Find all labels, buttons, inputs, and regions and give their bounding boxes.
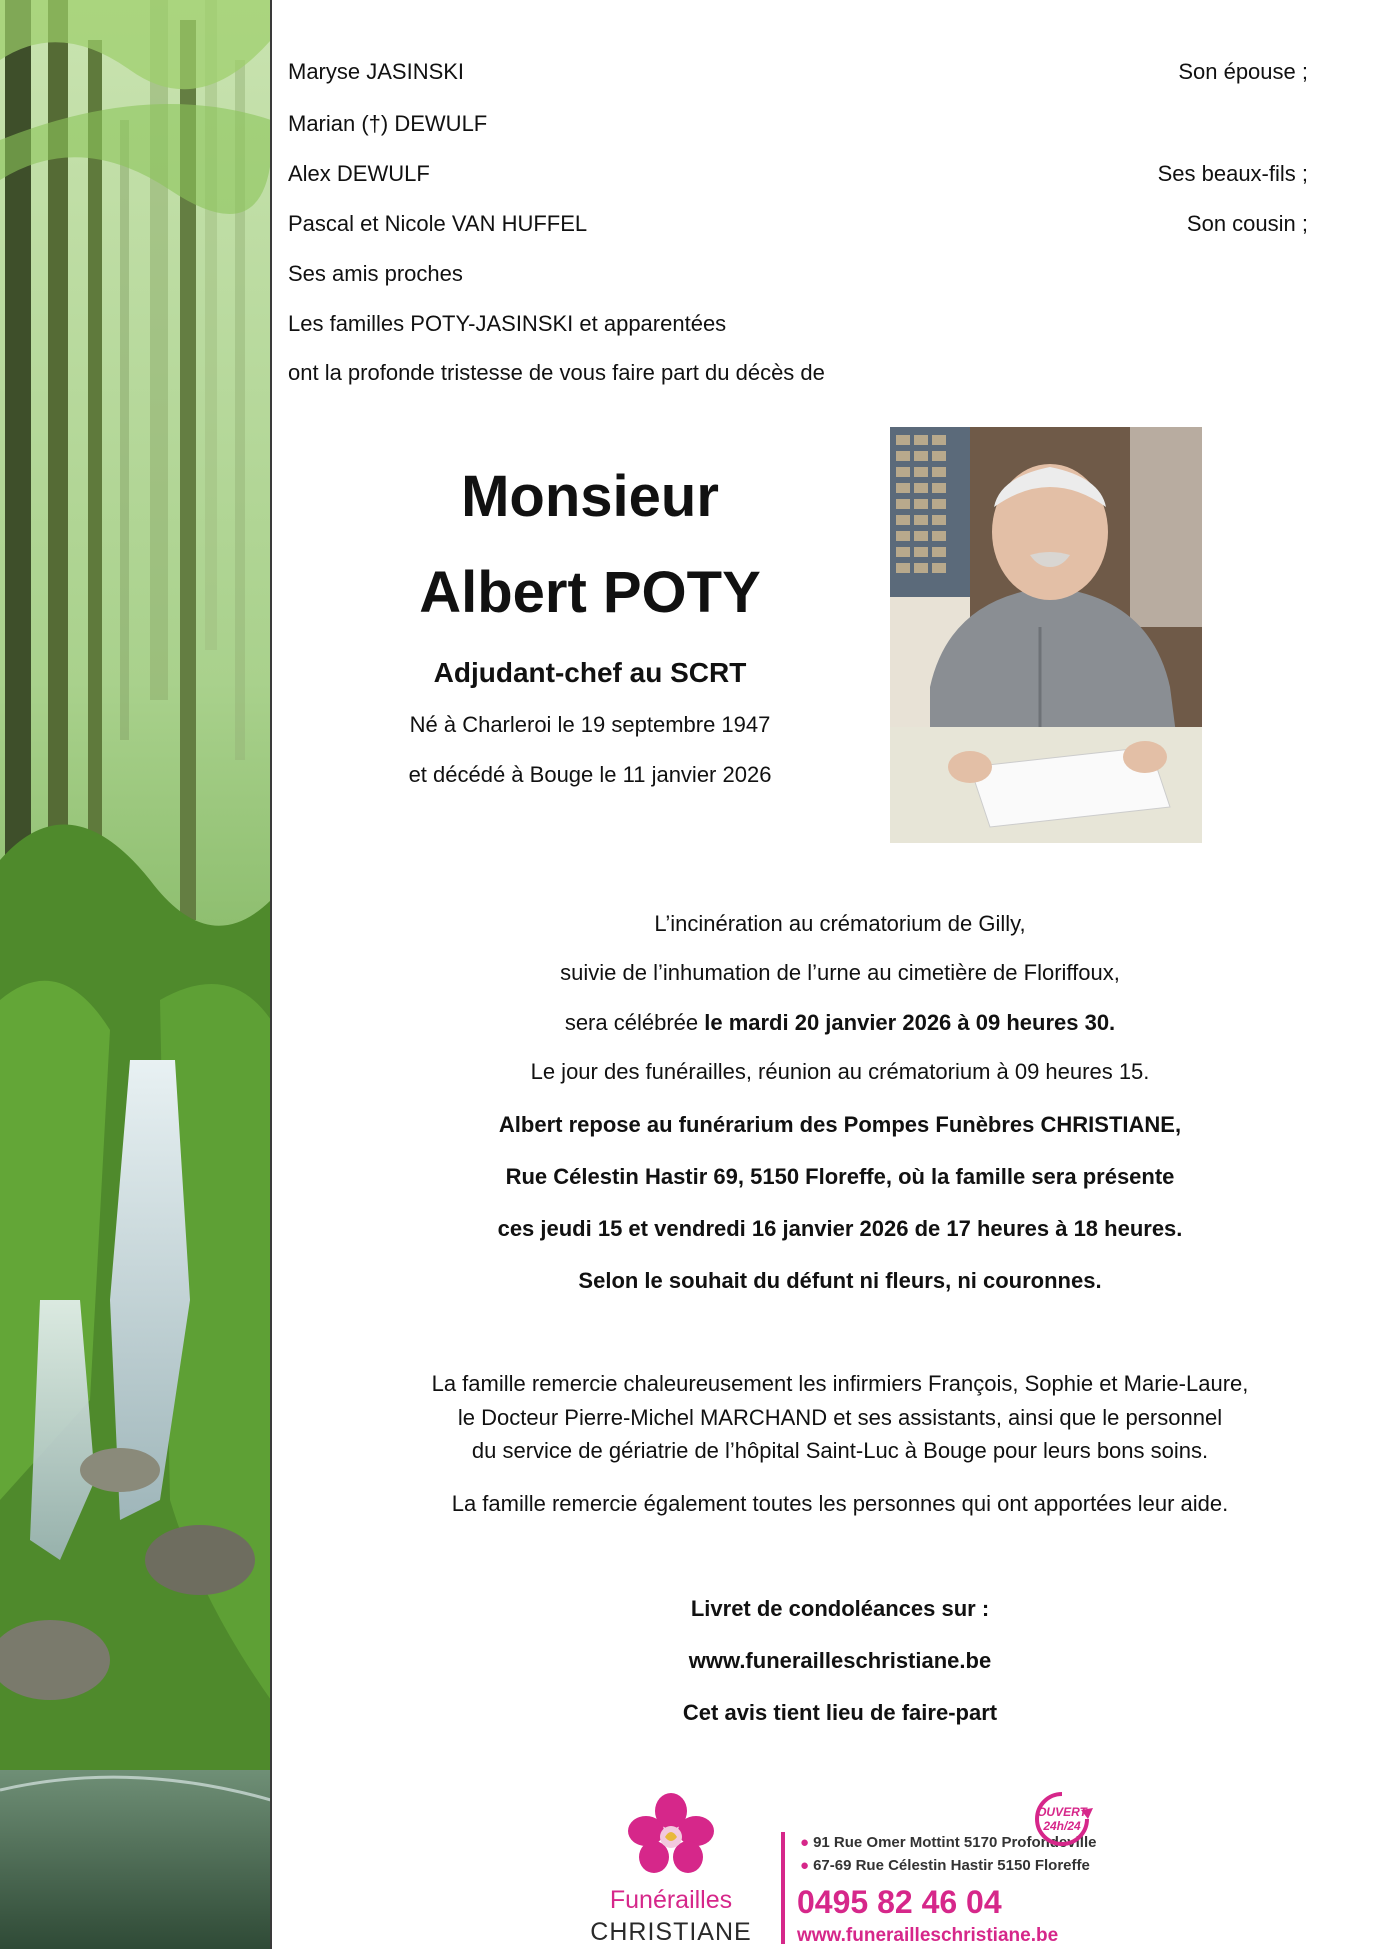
brand-name-line2: CHRISTIANE <box>590 1918 752 1946</box>
ceremony-line: Le jour des funérailles, réunion au crématorium à 09 heures 15. <box>530 1059 1150 1084</box>
website-link[interactable]: www.funerailleschristiane.be <box>797 1925 1059 1946</box>
ceremony-date-line <box>340 1008 1340 1038</box>
faire-part-note: Cet avis tient lieu de faire-part <box>682 1700 998 1725</box>
thanks-line: le Docteur Pierre-Michel MARCHAND et ses assistants, ainsi que le personnel <box>457 1405 1223 1430</box>
phone-number[interactable]: 0495 82 46 04 <box>797 1884 1002 1920</box>
family-row <box>288 109 1308 139</box>
family-row <box>288 358 1308 388</box>
family-name: Maryse JASINSKI <box>288 59 465 84</box>
ceremony-line: suivie de l’inhumation de l’urne au cimetière de Floriffoux, <box>560 960 1120 985</box>
orchid-logo-icon <box>628 1793 714 1875</box>
visiting-hours: ces jeudi 15 et vendredi 16 janvier 2026 de 17 heures à 18 heures. <box>497 1216 1183 1241</box>
condolences-label: Livret de condoléances sur : <box>690 1596 990 1621</box>
family-relation: Ses beaux-fils ; <box>1157 161 1308 186</box>
no-flowers-note: Selon le souhait du défunt ni fleurs, ni couronnes. <box>578 1268 1102 1293</box>
funerarium-line: Albert repose au funérarium des Pompes Funèbres CHRISTIANE, <box>498 1112 1182 1137</box>
location-pin-icon: ● <box>800 1857 810 1874</box>
ceremony-date-prefix: sera célébrée <box>564 1010 705 1035</box>
address-line <box>800 1857 1090 1874</box>
open-24h-badge-icon <box>1031 1788 1093 1850</box>
address-text: 67-69 Rue Célestin Hastir 5150 Floreffe <box>813 1857 1090 1874</box>
family-name: Alex DEWULF <box>288 161 430 186</box>
deceased-title: Monsieur <box>461 464 719 529</box>
address-text: 91 Rue Omer Mottint 5170 Profondeville <box>813 1834 1097 1851</box>
deceased-name: Albert POTY <box>419 560 761 625</box>
family-row <box>288 57 1308 87</box>
birth-info: Né à Charleroi le 19 septembre 1947 <box>409 712 771 737</box>
thanks-line: du service de gériatrie de l’hôpital Saint-Luc à Bouge pour leurs bons soins. <box>471 1438 1209 1463</box>
family-name: Pascal et Nicole VAN HUFFEL <box>288 211 588 236</box>
announcement-line: ont la profonde tristesse de vous faire part du décès de <box>288 360 825 385</box>
family-relation: Son cousin ; <box>1186 211 1308 236</box>
family-row <box>288 159 1308 189</box>
family-row <box>288 259 1308 289</box>
family-name: Ses amis proches <box>288 261 463 286</box>
thanks-line: La famille remercie également toutes les personnes qui ont apportées leur aide. <box>451 1491 1229 1516</box>
condolences-link[interactable]: www.funerailleschristiane.be <box>688 1648 992 1673</box>
family-row <box>288 209 1308 239</box>
brand-name-line1: Funérailles <box>609 1886 733 1914</box>
brand-divider <box>781 1832 785 1944</box>
deceased-photo <box>890 427 1202 843</box>
thanks-line: La famille remercie chaleureusement les infirmiers François, Sophie et Marie-Laure, <box>431 1371 1249 1396</box>
forest-waterfall-image <box>0 0 271 1949</box>
badge-text-open: OUVERT <box>1037 1805 1087 1819</box>
family-relation: Son épouse ; <box>1178 59 1308 84</box>
location-pin-icon: ● <box>800 1834 810 1851</box>
family-name: Les familles POTY-JASINSKI et apparentées <box>288 311 727 336</box>
family-name: Marian (†) DEWULF <box>288 111 488 136</box>
ceremony-date: le mardi 20 janvier 2026 à 09 heures 30. <box>704 1010 1116 1035</box>
family-row <box>288 309 1308 339</box>
funerarium-address: Rue Célestin Hastir 69, 5150 Floreffe, où la famille sera présente <box>505 1164 1175 1189</box>
death-info: et décédé à Bouge le 11 janvier 2026 <box>408 762 772 787</box>
ceremony-line: L’incinération au crématorium de Gilly, <box>654 911 1026 936</box>
badge-text-hours: 24h/24 <box>1043 1819 1081 1833</box>
forest-divider <box>270 0 272 1949</box>
deceased-rank: Adjudant-chef au SCRT <box>433 657 747 688</box>
